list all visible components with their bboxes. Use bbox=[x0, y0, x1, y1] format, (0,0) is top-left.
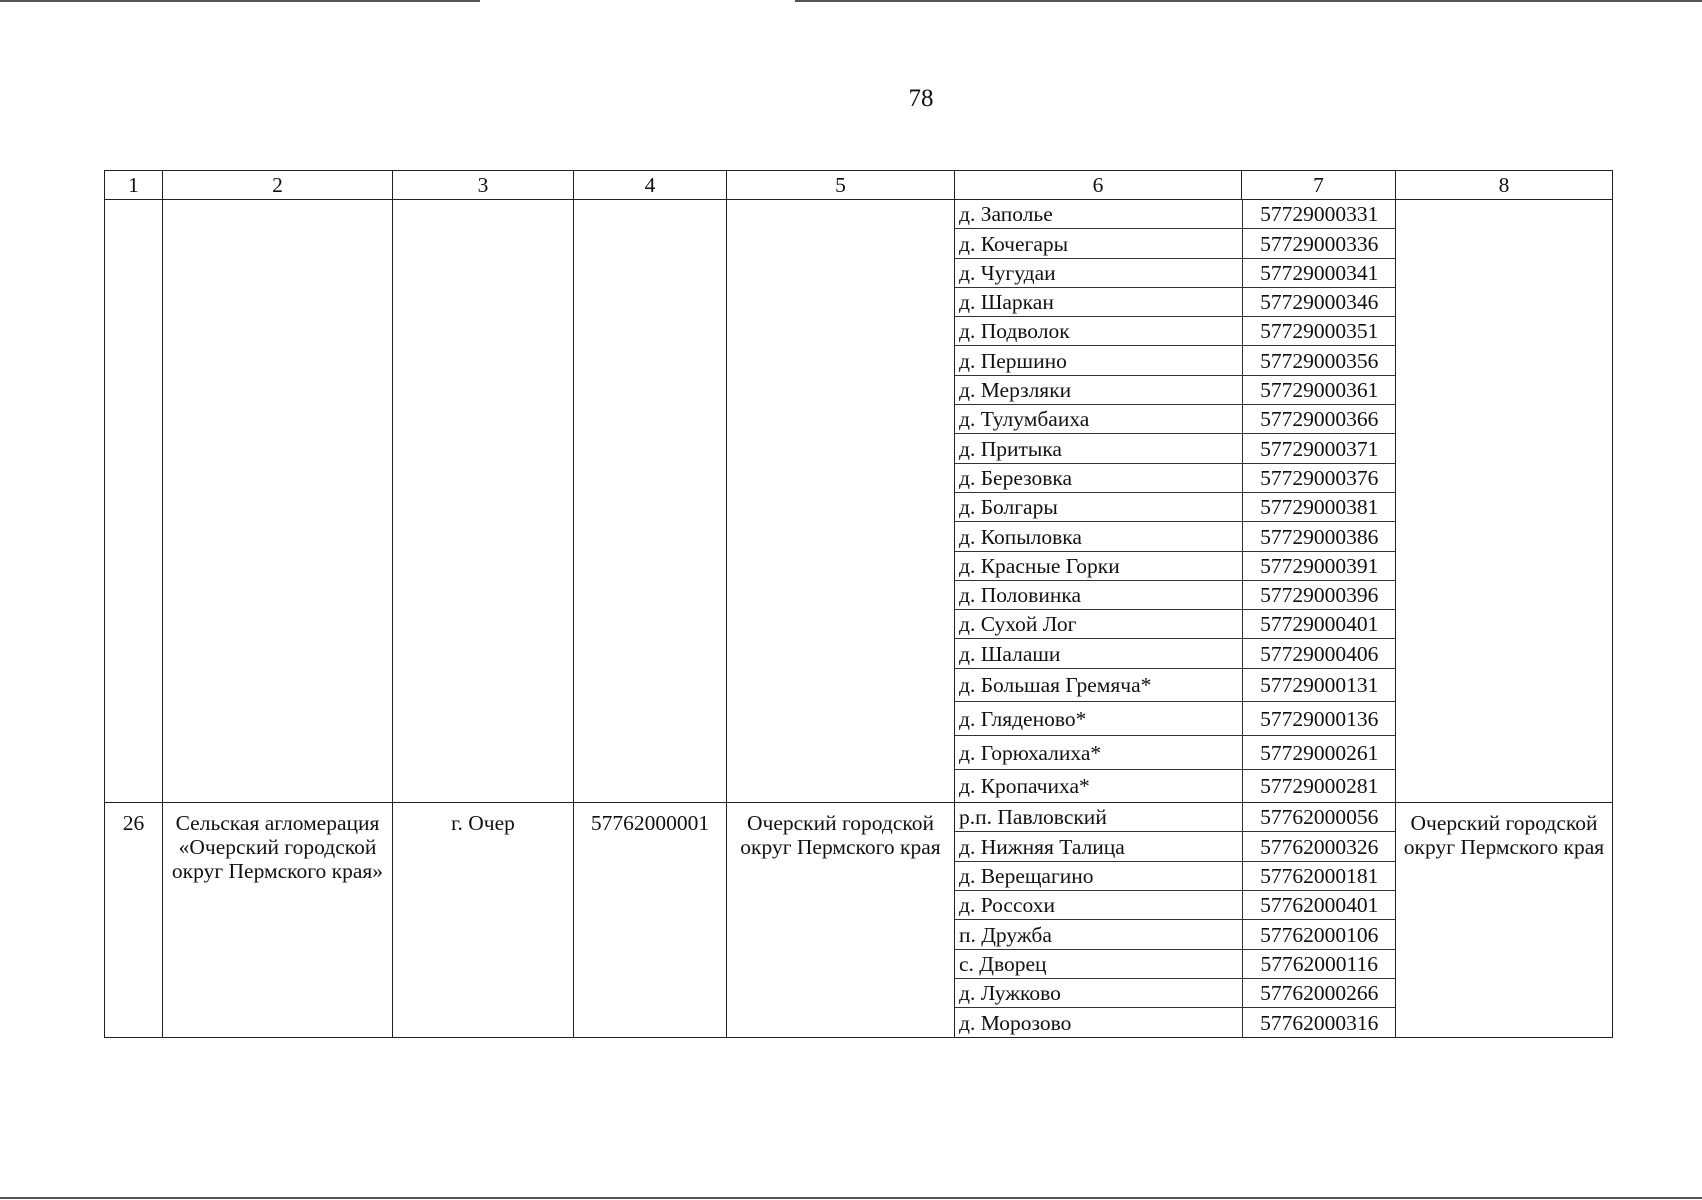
settlement-name: д. Заполье bbox=[955, 200, 1242, 229]
page-number: 78 bbox=[908, 85, 934, 112]
scan-edge-bottom bbox=[0, 1197, 1702, 1199]
settlement-row bbox=[955, 551, 1396, 580]
settlement-name: д. Горюхалиха* bbox=[955, 735, 1242, 769]
settlement-code: 57762000316 bbox=[1242, 1008, 1396, 1037]
settlement-name: д. Болгары bbox=[955, 492, 1242, 521]
settlement-code: 57729000406 bbox=[1242, 639, 1396, 668]
table-row-26 bbox=[105, 803, 1613, 1037]
settlement-code: 57729000336 bbox=[1242, 229, 1396, 258]
settlement-name: д. Копыловка bbox=[955, 522, 1242, 551]
settlement-row bbox=[955, 920, 1396, 949]
settlement-name: д. Кропачиха* bbox=[955, 769, 1242, 802]
settlement-name: д. Притыка bbox=[955, 434, 1242, 463]
settlement-name: д. Верещагино bbox=[955, 861, 1242, 890]
scan-edge-top-right bbox=[795, 0, 1702, 2]
settlement-row bbox=[955, 463, 1396, 492]
settlement-row bbox=[955, 891, 1396, 920]
settlement-row bbox=[955, 200, 1396, 229]
settlement-name: д. Большая Гремяча* bbox=[955, 668, 1242, 702]
settlement-code: 57762000266 bbox=[1242, 978, 1396, 1007]
settlement-row bbox=[955, 434, 1396, 463]
settlement-row bbox=[955, 832, 1396, 861]
agglomeration-name: Сельская агломерация «Очерский городской округ Пермского края» bbox=[171, 811, 384, 884]
settlement-row bbox=[955, 258, 1396, 287]
settlement-name: с. Дворец bbox=[955, 949, 1242, 978]
settlement-name: д. Сухой Лог bbox=[955, 610, 1242, 639]
table-row-continued bbox=[105, 200, 1613, 803]
settlement-name: д. Россохи bbox=[955, 891, 1242, 920]
settlement-code: 57762000116 bbox=[1242, 949, 1396, 978]
settlement-name: д. Половинка bbox=[955, 580, 1242, 609]
cell-municipality-col8 bbox=[1396, 803, 1613, 1037]
settlements-list-continued bbox=[955, 200, 1396, 802]
settlement-row bbox=[955, 702, 1396, 736]
settlement-code: 57729000386 bbox=[1242, 522, 1396, 551]
settlement-row bbox=[955, 668, 1396, 702]
center-name: г. Очер bbox=[451, 811, 515, 836]
settlements-list-26 bbox=[955, 803, 1396, 1036]
municipality-col8-name: Очерский городской округ Пермского края bbox=[1403, 811, 1605, 860]
header-col-4: 4 bbox=[574, 171, 727, 200]
settlement-name: п. Дружба bbox=[955, 920, 1242, 949]
settlement-row bbox=[955, 735, 1396, 769]
settlement-name: д. Кочегары bbox=[955, 229, 1242, 258]
settlement-name: д. Гляденово* bbox=[955, 702, 1242, 736]
settlement-code: 57729000281 bbox=[1242, 769, 1396, 802]
settlement-code: 57729000361 bbox=[1242, 375, 1396, 404]
settlement-code: 57729000331 bbox=[1242, 200, 1396, 229]
header-col-3: 3 bbox=[393, 171, 574, 200]
cell-municipality-col8-empty bbox=[1396, 200, 1613, 803]
settlement-name: р.п. Павловский bbox=[955, 803, 1242, 832]
settlement-code: 57762000056 bbox=[1242, 803, 1396, 832]
settlement-code: 57729000136 bbox=[1242, 702, 1396, 736]
settlement-name: д. Чугудаи bbox=[955, 258, 1242, 287]
cell-center-code-empty bbox=[574, 200, 727, 803]
header-row bbox=[105, 171, 1613, 200]
cell-municipality-empty bbox=[727, 200, 955, 803]
cell-center bbox=[393, 803, 574, 1037]
settlement-name: д. Шаркан bbox=[955, 287, 1242, 316]
settlement-code: 57729000346 bbox=[1242, 287, 1396, 316]
header-col-8: 8 bbox=[1396, 171, 1613, 200]
settlement-code: 57729000261 bbox=[1242, 735, 1396, 769]
settlement-row bbox=[955, 287, 1396, 316]
cell-settlements-26 bbox=[955, 803, 1396, 1037]
header-col-6: 6 bbox=[955, 171, 1242, 200]
settlement-code: 57729000351 bbox=[1242, 317, 1396, 346]
cell-agglomeration bbox=[163, 803, 393, 1037]
settlement-name: д. Першино bbox=[955, 346, 1242, 375]
settlement-row bbox=[955, 861, 1396, 890]
settlement-code: 57729000391 bbox=[1242, 551, 1396, 580]
settlement-name: д. Шалаши bbox=[955, 639, 1242, 668]
settlement-row bbox=[955, 375, 1396, 404]
settlement-row bbox=[955, 346, 1396, 375]
settlement-code: 57762000181 bbox=[1242, 861, 1396, 890]
settlement-code: 57729000371 bbox=[1242, 434, 1396, 463]
scan-edge-top-left bbox=[0, 0, 480, 2]
municipality-name: Очерский городской округ Пермского края bbox=[740, 811, 941, 860]
settlement-code: 57729000381 bbox=[1242, 492, 1396, 521]
settlement-row bbox=[955, 580, 1396, 609]
header-col-2: 2 bbox=[163, 171, 393, 200]
settlements-table bbox=[104, 170, 1613, 1038]
settlement-code: 57729000376 bbox=[1242, 463, 1396, 492]
cell-number-empty bbox=[105, 200, 163, 803]
settlement-code: 57729000366 bbox=[1242, 405, 1396, 434]
settlement-row bbox=[955, 949, 1396, 978]
settlement-code: 57729000356 bbox=[1242, 346, 1396, 375]
cell-agglomeration-empty bbox=[163, 200, 393, 803]
settlement-name: д. Нижняя Талица bbox=[955, 832, 1242, 861]
settlement-code: 57729000131 bbox=[1242, 668, 1396, 702]
cell-center-empty bbox=[393, 200, 574, 803]
settlement-row bbox=[955, 492, 1396, 521]
settlement-name: д. Тулумбаиха bbox=[955, 405, 1242, 434]
settlement-code: 57762000401 bbox=[1242, 891, 1396, 920]
center-code: 57762000001 bbox=[590, 811, 710, 836]
settlement-row bbox=[955, 769, 1396, 802]
settlement-row bbox=[955, 610, 1396, 639]
settlement-name: д. Мерзляки bbox=[955, 375, 1242, 404]
cell-settlements-continued bbox=[955, 200, 1396, 803]
settlement-row bbox=[955, 803, 1396, 832]
settlement-row bbox=[955, 978, 1396, 1007]
settlement-code: 57729000396 bbox=[1242, 580, 1396, 609]
settlement-row bbox=[955, 229, 1396, 258]
settlement-code: 57762000326 bbox=[1242, 832, 1396, 861]
row-number: 26 bbox=[122, 811, 145, 836]
cell-row-number bbox=[105, 803, 163, 1037]
cell-municipality bbox=[727, 803, 955, 1037]
settlement-name: д. Красные Горки bbox=[955, 551, 1242, 580]
header-col-1: 1 bbox=[105, 171, 163, 200]
settlement-row bbox=[955, 317, 1396, 346]
cell-center-code bbox=[574, 803, 727, 1037]
settlement-row bbox=[955, 1008, 1396, 1037]
settlement-row bbox=[955, 639, 1396, 668]
settlement-code: 57762000106 bbox=[1242, 920, 1396, 949]
settlement-name: д. Морозово bbox=[955, 1008, 1242, 1037]
settlement-row bbox=[955, 522, 1396, 551]
settlement-name: д. Березовка bbox=[955, 463, 1242, 492]
header-col-5: 5 bbox=[727, 171, 955, 200]
settlement-name: д. Лужково bbox=[955, 978, 1242, 1007]
settlement-row bbox=[955, 405, 1396, 434]
settlement-name: д. Подволок bbox=[955, 317, 1242, 346]
settlement-code: 57729000401 bbox=[1242, 610, 1396, 639]
header-col-7: 7 bbox=[1242, 171, 1396, 200]
settlement-code: 57729000341 bbox=[1242, 258, 1396, 287]
